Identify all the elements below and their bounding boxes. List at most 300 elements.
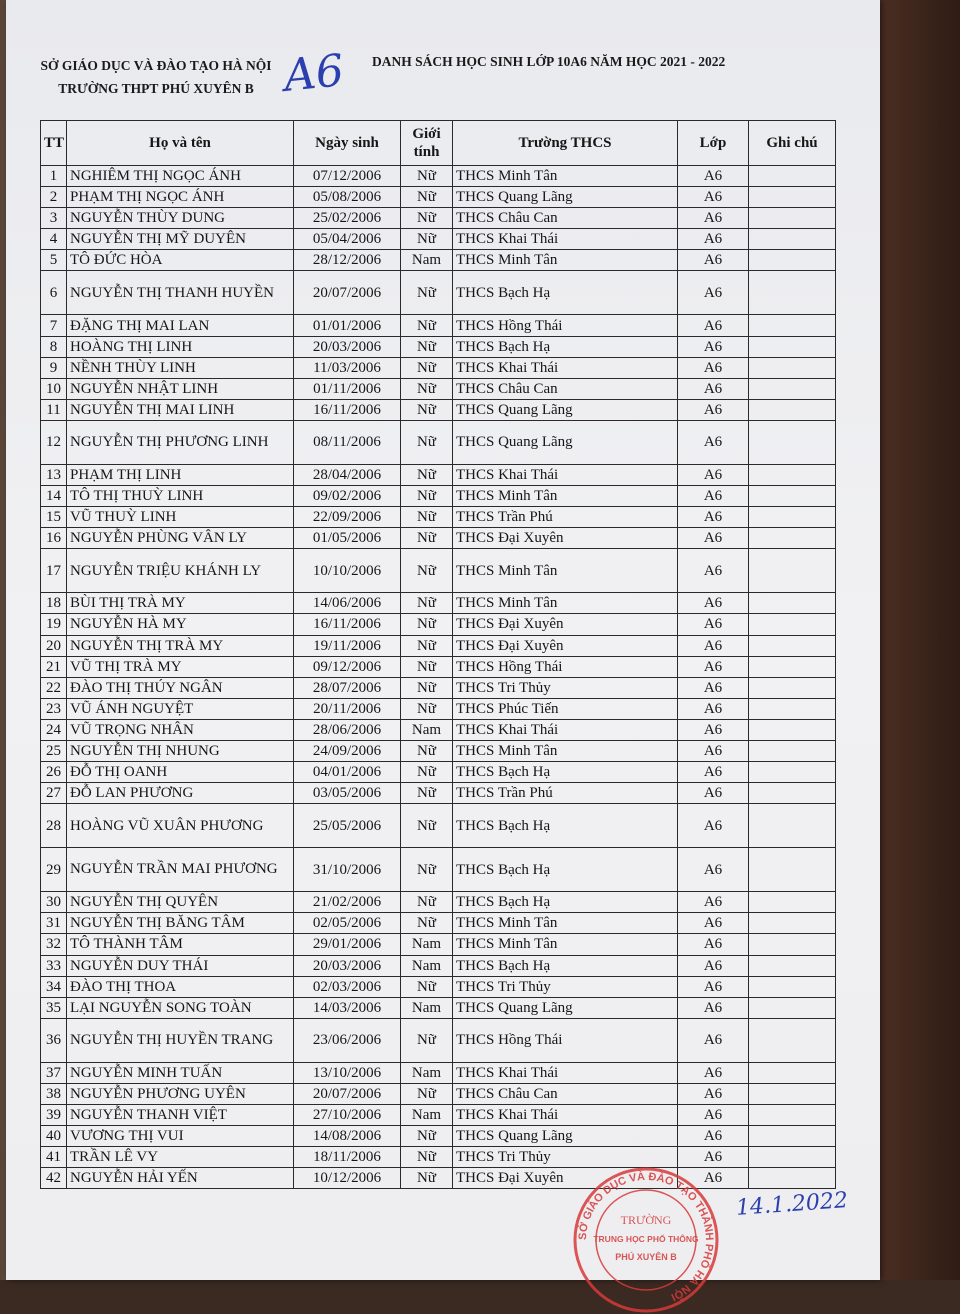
student-name-cell: VŨ ÁNH NGUYỆT [67, 698, 294, 719]
previous-school-cell: THCS Khai Thái [453, 719, 678, 740]
gender-cell: Nữ [401, 229, 453, 250]
table-row [41, 378, 836, 399]
note-cell [749, 1126, 836, 1147]
previous-school-cell: THCS Khai Thái [453, 357, 678, 378]
table-row [41, 1126, 836, 1147]
gender-cell: Nữ [401, 336, 453, 357]
class-name-cell: A6 [678, 783, 749, 804]
previous-school-cell: THCS Bạch Hạ [453, 271, 678, 315]
handwritten-date: 14.1.2022 [735, 1188, 849, 1221]
previous-school-cell: THCS Minh Tân [453, 250, 678, 271]
stamp-line-1: TRƯỜNG [620, 1213, 672, 1227]
table-row [41, 507, 836, 528]
table-row [41, 892, 836, 913]
note-cell [749, 1018, 836, 1062]
table-row [41, 656, 836, 677]
gender-cell: Nam [401, 955, 453, 976]
note-cell [749, 635, 836, 656]
note-cell [749, 486, 836, 507]
row-number-cell: 39 [41, 1105, 67, 1126]
row-number-cell: 33 [41, 955, 67, 976]
gender-cell: Nam [401, 997, 453, 1018]
previous-school-cell: THCS Quang Lãng [453, 399, 678, 420]
class-name-cell: A6 [678, 635, 749, 656]
note-cell [749, 848, 836, 892]
note-cell [749, 187, 836, 208]
gender-cell: Nữ [401, 976, 453, 997]
date-of-birth-cell: 07/12/2006 [294, 166, 401, 187]
note-cell [749, 677, 836, 698]
previous-school-cell: THCS Minh Tân [453, 549, 678, 593]
gender-cell: Nữ [401, 656, 453, 677]
official-stamp [572, 1166, 720, 1314]
student-name-cell: NGUYỄN THỊ TRÀ MY [67, 635, 294, 656]
row-number-cell: 34 [41, 976, 67, 997]
class-name-cell: A6 [678, 934, 749, 955]
note-cell [749, 804, 836, 848]
student-name-cell: ĐÀO THỊ THOA [67, 976, 294, 997]
note-cell [749, 166, 836, 187]
note-cell [749, 229, 836, 250]
table-row [41, 208, 836, 229]
class-name-cell: A6 [678, 528, 749, 549]
gender-cell: Nữ [401, 208, 453, 229]
previous-school-cell: THCS Châu Can [453, 208, 678, 229]
date-of-birth-cell: 10/10/2006 [294, 549, 401, 593]
previous-school-cell: THCS Quang Lãng [453, 997, 678, 1018]
note-cell [749, 357, 836, 378]
note-cell [749, 997, 836, 1018]
row-number-cell: 8 [41, 336, 67, 357]
note-cell [749, 315, 836, 336]
row-number-cell: 40 [41, 1126, 67, 1147]
student-name-cell: NGUYỄN HÀ MY [67, 614, 294, 635]
table-row [41, 229, 836, 250]
class-name-cell: A6 [678, 166, 749, 187]
gender-cell: Nữ [401, 549, 453, 593]
gender-cell: Nữ [401, 507, 453, 528]
previous-school-cell: THCS Châu Can [453, 378, 678, 399]
table-row [41, 486, 836, 507]
previous-school-cell: THCS Đại Xuyên [453, 635, 678, 656]
stamp-line-2: TRUNG HỌC PHỔ THÔNG [593, 1234, 699, 1244]
note-cell [749, 378, 836, 399]
row-number-cell: 31 [41, 913, 67, 934]
class-name-cell: A6 [678, 1168, 749, 1189]
previous-school-cell: THCS Đại Xuyên [453, 614, 678, 635]
note-cell [749, 698, 836, 719]
class-name-cell: A6 [678, 1062, 749, 1083]
note-cell [749, 250, 836, 271]
previous-school-cell: THCS Tri Thủy [453, 677, 678, 698]
previous-school-cell: THCS Tri Thủy [453, 1147, 678, 1168]
table-row [41, 593, 836, 614]
document-title: DANH SÁCH HỌC SINH LỚP 10A6 NĂM HỌC 2021 - 2022 [372, 54, 726, 69]
row-number-cell: 1 [41, 166, 67, 187]
previous-school-cell: THCS Minh Tân [453, 166, 678, 187]
student-name-cell: NGUYỄN THỊ NHUNG [67, 740, 294, 761]
class-name-cell: A6 [678, 336, 749, 357]
gender-cell: Nữ [401, 378, 453, 399]
table-row [41, 848, 836, 892]
gender-cell: Nữ [401, 804, 453, 848]
previous-school-cell: THCS Khai Thái [453, 229, 678, 250]
class-name-cell: A6 [678, 399, 749, 420]
table-row [41, 997, 836, 1018]
table-row [41, 1083, 836, 1104]
table-body [41, 166, 836, 1189]
previous-school-cell: THCS Minh Tân [453, 913, 678, 934]
gender-cell: Nữ [401, 635, 453, 656]
date-of-birth-cell: 28/07/2006 [294, 677, 401, 698]
date-of-birth-cell: 14/08/2006 [294, 1126, 401, 1147]
previous-school-cell: THCS Hồng Thái [453, 1018, 678, 1062]
date-of-birth-cell: 28/04/2006 [294, 464, 401, 485]
previous-school-cell: THCS Tri Thủy [453, 976, 678, 997]
row-number-cell: 11 [41, 399, 67, 420]
date-of-birth-cell: 14/06/2006 [294, 593, 401, 614]
class-name-cell: A6 [678, 614, 749, 635]
date-of-birth-cell: 05/08/2006 [294, 187, 401, 208]
student-name-cell: ĐÀO THỊ THÚY NGÂN [67, 677, 294, 698]
student-name-cell: VŨ THỊ TRÀ MY [67, 656, 294, 677]
gender-cell: Nam [401, 1062, 453, 1083]
row-number-cell: 41 [41, 1147, 67, 1168]
row-number-cell: 17 [41, 549, 67, 593]
table-row [41, 357, 836, 378]
table-row [41, 635, 836, 656]
date-of-birth-cell: 25/02/2006 [294, 208, 401, 229]
class-name-cell: A6 [678, 271, 749, 315]
table-row [41, 336, 836, 357]
class-name-cell: A6 [678, 549, 749, 593]
row-number-cell: 3 [41, 208, 67, 229]
date-of-birth-cell: 10/12/2006 [294, 1168, 401, 1189]
table-row [41, 762, 836, 783]
previous-school-cell: THCS Quang Lãng [453, 187, 678, 208]
row-number-cell: 5 [41, 250, 67, 271]
class-name-cell: A6 [678, 378, 749, 399]
row-number-cell: 10 [41, 378, 67, 399]
row-number-cell: 7 [41, 315, 67, 336]
note-cell [749, 783, 836, 804]
date-of-birth-cell: 01/11/2006 [294, 378, 401, 399]
class-name-cell: A6 [678, 593, 749, 614]
student-name-cell: NGUYỄN THỊ MAI LINH [67, 399, 294, 420]
class-name-cell: A6 [678, 997, 749, 1018]
class-name-cell: A6 [678, 976, 749, 997]
student-name-cell: NGUYỄN THÙY DUNG [67, 208, 294, 229]
date-of-birth-cell: 14/03/2006 [294, 997, 401, 1018]
col-header-class: Lớp [678, 121, 749, 166]
table-row [41, 250, 836, 271]
gender-cell: Nữ [401, 166, 453, 187]
issuer-block [26, 54, 286, 100]
gender-cell: Nữ [401, 762, 453, 783]
date-of-birth-cell: 28/12/2006 [294, 250, 401, 271]
student-roster-table [40, 120, 836, 1189]
col-header-note: Ghi chú [749, 121, 836, 166]
date-of-birth-cell: 11/03/2006 [294, 357, 401, 378]
class-name-cell: A6 [678, 420, 749, 464]
date-of-birth-cell: 20/11/2006 [294, 698, 401, 719]
gender-cell: Nữ [401, 399, 453, 420]
student-name-cell: TÔ THỊ THUỲ LINH [67, 486, 294, 507]
gender-cell: Nữ [401, 1147, 453, 1168]
gender-cell: Nữ [401, 187, 453, 208]
class-name-cell: A6 [678, 1018, 749, 1062]
gender-cell: Nữ [401, 783, 453, 804]
date-of-birth-cell: 13/10/2006 [294, 1062, 401, 1083]
table-row [41, 1147, 836, 1168]
note-cell [749, 740, 836, 761]
row-number-cell: 2 [41, 187, 67, 208]
date-of-birth-cell: 21/02/2006 [294, 892, 401, 913]
row-number-cell: 4 [41, 229, 67, 250]
note-cell [749, 336, 836, 357]
gender-cell: Nữ [401, 593, 453, 614]
student-name-cell: NGUYỄN THỊ PHƯƠNG LINH [67, 420, 294, 464]
class-name-cell: A6 [678, 804, 749, 848]
gender-cell: Nam [401, 1105, 453, 1126]
note-cell [749, 420, 836, 464]
previous-school-cell: THCS Quang Lãng [453, 1126, 678, 1147]
table-row [41, 315, 836, 336]
row-number-cell: 38 [41, 1083, 67, 1104]
student-name-cell: NGUYỄN THỊ QUYÊN [67, 892, 294, 913]
date-of-birth-cell: 20/03/2006 [294, 336, 401, 357]
col-header-gender-label: Giới tính [412, 126, 441, 160]
table-header-row [41, 121, 836, 166]
row-number-cell: 42 [41, 1168, 67, 1189]
row-number-cell: 9 [41, 357, 67, 378]
row-number-cell: 26 [41, 762, 67, 783]
class-name-cell: A6 [678, 740, 749, 761]
class-name-cell: A6 [678, 892, 749, 913]
row-number-cell: 37 [41, 1062, 67, 1083]
note-cell [749, 976, 836, 997]
table-row [41, 166, 836, 187]
previous-school-cell: THCS Minh Tân [453, 934, 678, 955]
student-name-cell: HOÀNG THỊ LINH [67, 336, 294, 357]
student-name-cell: VŨ THUỲ LINH [67, 507, 294, 528]
stamp-line-3: PHÚ XUYÊN B [615, 1252, 677, 1262]
table-row [41, 464, 836, 485]
gender-cell: Nữ [401, 271, 453, 315]
previous-school-cell: THCS Phúc Tiến [453, 698, 678, 719]
date-of-birth-cell: 29/01/2006 [294, 934, 401, 955]
class-name-cell: A6 [678, 507, 749, 528]
row-number-cell: 24 [41, 719, 67, 740]
date-of-birth-cell: 25/05/2006 [294, 804, 401, 848]
date-of-birth-cell: 08/11/2006 [294, 420, 401, 464]
previous-school-cell: THCS Bạch Hạ [453, 762, 678, 783]
class-name-cell: A6 [678, 762, 749, 783]
student-name-cell: TRẦN LÊ VY [67, 1147, 294, 1168]
class-name-cell: A6 [678, 1147, 749, 1168]
note-cell [749, 1062, 836, 1083]
class-name-cell: A6 [678, 913, 749, 934]
table-row [41, 1018, 836, 1062]
date-of-birth-cell: 16/11/2006 [294, 399, 401, 420]
note-cell [749, 271, 836, 315]
student-name-cell: NGUYỄN PHÙNG VÂN LY [67, 528, 294, 549]
previous-school-cell: THCS Hồng Thái [453, 656, 678, 677]
table-row [41, 955, 836, 976]
table-row [41, 399, 836, 420]
class-name-cell: A6 [678, 1105, 749, 1126]
gender-cell: Nữ [401, 1126, 453, 1147]
col-header-gender [401, 121, 453, 166]
gender-cell: Nữ [401, 1168, 453, 1189]
class-name-cell: A6 [678, 229, 749, 250]
date-of-birth-cell: 19/11/2006 [294, 635, 401, 656]
gender-cell: Nam [401, 934, 453, 955]
note-cell [749, 1083, 836, 1104]
class-name-cell: A6 [678, 656, 749, 677]
student-name-cell: TÔ THÀNH TÂM [67, 934, 294, 955]
date-of-birth-cell: 20/07/2006 [294, 1083, 401, 1104]
previous-school-cell: THCS Châu Can [453, 1083, 678, 1104]
previous-school-cell: THCS Quang Lãng [453, 420, 678, 464]
gender-cell: Nữ [401, 1083, 453, 1104]
gender-cell: Nữ [401, 357, 453, 378]
row-number-cell: 36 [41, 1018, 67, 1062]
previous-school-cell: THCS Hồng Thái [453, 315, 678, 336]
row-number-cell: 23 [41, 698, 67, 719]
date-of-birth-cell: 04/01/2006 [294, 762, 401, 783]
date-of-birth-cell: 02/03/2006 [294, 976, 401, 997]
date-of-birth-cell: 05/04/2006 [294, 229, 401, 250]
row-number-cell: 16 [41, 528, 67, 549]
gender-cell: Nữ [401, 698, 453, 719]
previous-school-cell: THCS Khai Thái [453, 1062, 678, 1083]
class-name-cell: A6 [678, 848, 749, 892]
class-name-cell: A6 [678, 464, 749, 485]
date-of-birth-cell: 28/06/2006 [294, 719, 401, 740]
table-row [41, 271, 836, 315]
previous-school-cell: THCS Minh Tân [453, 593, 678, 614]
student-name-cell: NGUYỄN THỊ HUYỀN TRANG [67, 1018, 294, 1062]
student-name-cell: NGUYỄN DUY THÁI [67, 955, 294, 976]
previous-school-cell: THCS Trần Phú [453, 507, 678, 528]
table-row [41, 1062, 836, 1083]
col-header-dob: Ngày sinh [294, 121, 401, 166]
gender-cell: Nữ [401, 464, 453, 485]
date-of-birth-cell: 03/05/2006 [294, 783, 401, 804]
note-cell [749, 614, 836, 635]
note-cell [749, 528, 836, 549]
date-of-birth-cell: 27/10/2006 [294, 1105, 401, 1126]
row-number-cell: 30 [41, 892, 67, 913]
row-number-cell: 25 [41, 740, 67, 761]
note-cell [749, 1105, 836, 1126]
student-name-cell: NGUYỄN NHẬT LINH [67, 378, 294, 399]
student-name-cell: TÔ ĐỨC HÒA [67, 250, 294, 271]
student-name-cell: LẠI NGUYỄN SONG TOÀN [67, 997, 294, 1018]
class-name-cell: A6 [678, 315, 749, 336]
table-row [41, 913, 836, 934]
previous-school-cell: THCS Minh Tân [453, 486, 678, 507]
previous-school-cell: THCS Khai Thái [453, 464, 678, 485]
row-number-cell: 18 [41, 593, 67, 614]
col-header-school: Trường THCS [453, 121, 678, 166]
class-name-cell: A6 [678, 677, 749, 698]
previous-school-cell: THCS Bạch Hạ [453, 848, 678, 892]
note-cell [749, 955, 836, 976]
class-name-cell: A6 [678, 486, 749, 507]
student-name-cell: NGUYỄN THỊ BĂNG TÂM [67, 913, 294, 934]
row-number-cell: 20 [41, 635, 67, 656]
previous-school-cell: THCS Trần Phú [453, 783, 678, 804]
row-number-cell: 32 [41, 934, 67, 955]
student-name-cell: NGUYỄN HẢI YẾN [67, 1168, 294, 1189]
table-row [41, 698, 836, 719]
student-name-cell: NGUYỄN THANH VIỆT [67, 1105, 294, 1126]
previous-school-cell: THCS Bạch Hạ [453, 955, 678, 976]
student-name-cell: VŨ TRỌNG NHÂN [67, 719, 294, 740]
class-name-cell: A6 [678, 357, 749, 378]
gender-cell: Nữ [401, 848, 453, 892]
note-cell [749, 464, 836, 485]
student-name-cell: NGUYỄN THỊ MỸ DUYÊN [67, 229, 294, 250]
department-name: SỞ GIÁO DỤC VÀ ĐÀO TẠO HÀ NỘI [40, 58, 272, 73]
note-cell [749, 1168, 836, 1189]
previous-school-cell: THCS Bạch Hạ [453, 336, 678, 357]
previous-school-cell: THCS Khai Thái [453, 1105, 678, 1126]
col-header-name: Họ và tên [67, 121, 294, 166]
date-of-birth-cell: 01/05/2006 [294, 528, 401, 549]
row-number-cell: 22 [41, 677, 67, 698]
student-name-cell: ĐỖ LAN PHƯƠNG [67, 783, 294, 804]
class-name-cell: A6 [678, 719, 749, 740]
table-row [41, 1105, 836, 1126]
row-number-cell: 21 [41, 656, 67, 677]
date-of-birth-cell: 20/03/2006 [294, 955, 401, 976]
row-number-cell: 35 [41, 997, 67, 1018]
table-row [41, 187, 836, 208]
student-name-cell: NGUYỄN MINH TUẤN [67, 1062, 294, 1083]
date-of-birth-cell: 01/01/2006 [294, 315, 401, 336]
student-name-cell: BÙI THỊ TRÀ MY [67, 593, 294, 614]
student-name-cell: NGUYỄN TRIỆU KHÁNH LY [67, 549, 294, 593]
school-name: TRƯỜNG THPT PHÚ XUYÊN B [58, 81, 254, 96]
row-number-cell: 6 [41, 271, 67, 315]
table-row [41, 783, 836, 804]
gender-cell: Nữ [401, 528, 453, 549]
student-name-cell: NGUYỄN THỊ THANH HUYỀN [67, 271, 294, 315]
date-of-birth-cell: 20/07/2006 [294, 271, 401, 315]
class-name-cell: A6 [678, 1126, 749, 1147]
student-name-cell: VƯƠNG THỊ VUI [67, 1126, 294, 1147]
row-number-cell: 14 [41, 486, 67, 507]
class-name-cell: A6 [678, 1083, 749, 1104]
previous-school-cell: THCS Đại Xuyên [453, 1168, 678, 1189]
table-row [41, 528, 836, 549]
background-table-surface [880, 0, 960, 1280]
handwritten-class-mark: A6 [281, 45, 347, 102]
table-row [41, 804, 836, 848]
date-of-birth-cell: 31/10/2006 [294, 848, 401, 892]
note-cell [749, 208, 836, 229]
table-row [41, 740, 836, 761]
gender-cell: Nam [401, 250, 453, 271]
gender-cell: Nữ [401, 486, 453, 507]
gender-cell: Nữ [401, 677, 453, 698]
student-name-cell: ĐỖ THỊ OANH [67, 762, 294, 783]
class-name-cell: A6 [678, 187, 749, 208]
document-page [6, 0, 880, 1303]
